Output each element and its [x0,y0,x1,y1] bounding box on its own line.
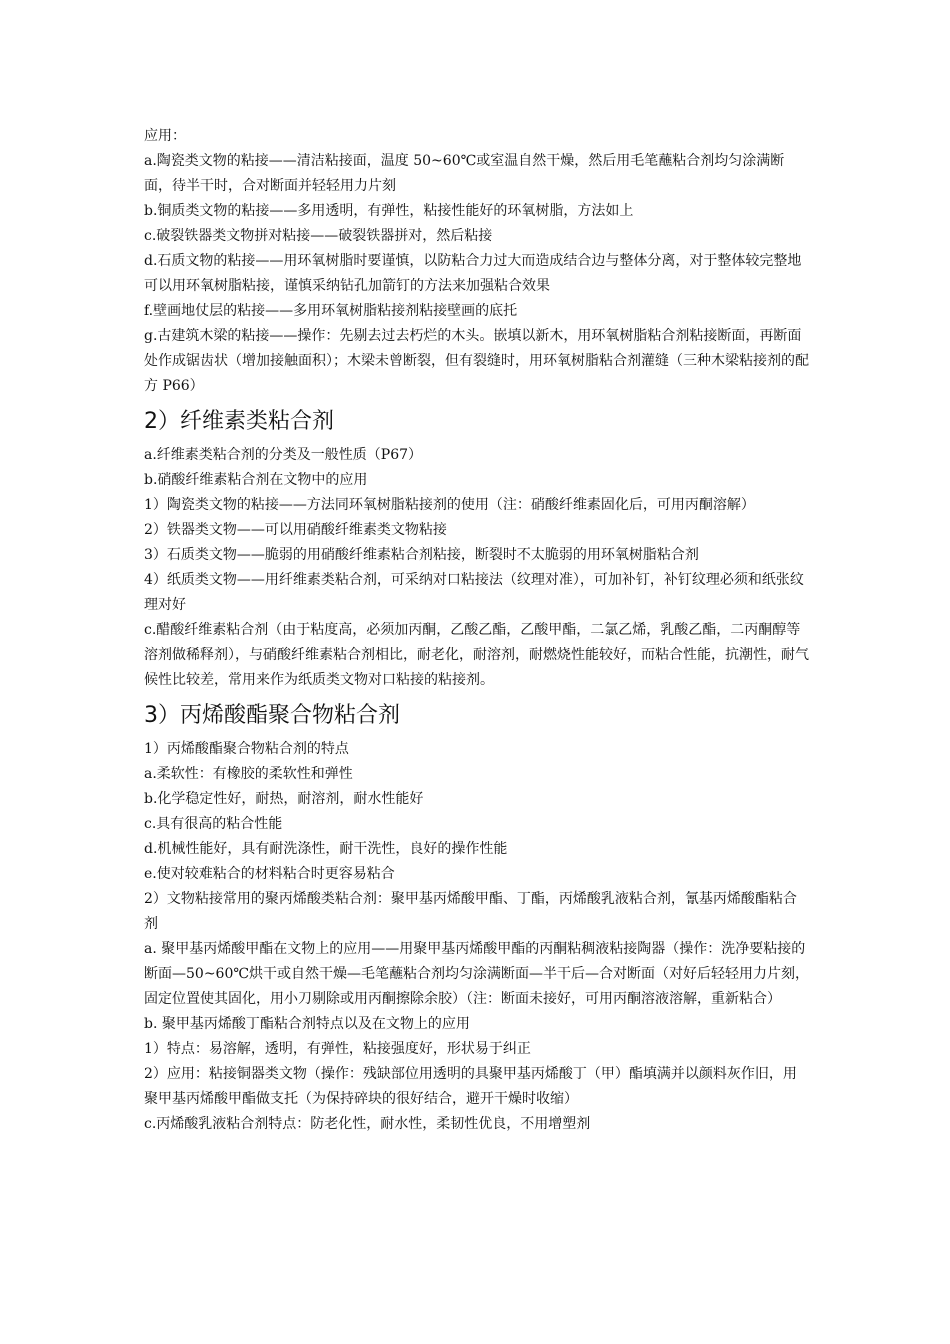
paragraph: 2）应用：粘接铜器类文物（操作：残缺部位用透明的具聚甲基丙烯酸丁（甲）酯填满并以颜料灰作旧，用聚甲基丙烯酸甲酯做支托（为保持碎块的很好结合，避开干燥时收缩） [144,1066,797,1107]
paragraph: a. 聚甲基丙烯酸甲酯在文物上的应用——用聚甲基丙烯酸甲酯的丙酮粘稠液粘接陶器（操作：洗净要粘接的断面—50~60℃烘干或自然干燥—毛笔蘸粘合剂均匀涂满断面—半干后—合对断面（对好后轻轻用力片刻，固定位置使其固化，用小刀剔除或用丙酮擦除余胶）（注：断面未接好，可用丙酮溶液溶解，重新粘合） [144,941,810,1007]
paragraph: b.化学稳定性好，耐热，耐溶剂，耐水性能好 [144,791,424,807]
paragraph: b.铜质类文物的粘接——多用透明，有弹性，粘接性能好的环氧树脂，方法如上 [144,203,634,219]
paragraph: 2）铁器类文物——可以用硝酸纤维素类文物粘接 [144,522,447,538]
section-heading-cellulose: 2）纤维素类粘合剂 [144,409,334,434]
paragraph: 1）丙烯酸酯聚合物粘合剂的特点 [144,741,349,757]
paragraph: d.石质文物的粘接——用环氧树脂时要谨慎，以防粘合力过大而造成结合边与整体分离，对于整体较完整地可以用环氧树脂粘接，谨慎采纳钻孔加箭钉的方法来加强粘合效果 [144,253,802,294]
paragraph: 1）陶瓷类文物的粘接——方法同环氧树脂粘接剂的使用（注：硝酸纤维素固化后，可用丙酮溶解） [144,497,755,513]
paragraph: c.丙烯酸乳液粘合剂特点：防老化性，耐水性，柔韧性优良，不用增塑剂 [144,1116,591,1132]
paragraph: 2）文物粘接常用的聚丙烯酸类粘合剂：聚甲基丙烯酸甲酯、丁酯，丙烯酸乳液粘合剂，氰基丙烯酸酯粘合剂 [144,891,797,932]
paragraph: c.醋酸纤维素粘合剂（由于粘度高，必须加丙酮，乙酸乙酯，乙酸甲酯，二氯乙烯，乳酸乙酯，二丙酮醇等溶剂做稀释剂），与硝酸纤维素粘合剂相比，耐老化，耐溶剂，耐燃烧性能较好，而粘合性能，抗潮性，耐气候性比较差，常用来作为纸质类文物对口粘接的粘接剂。 [144,622,809,688]
paragraph: f.壁画地仗层的粘接——多用环氧树脂粘接剂粘接壁画的底托 [144,303,518,319]
paragraph: g.古建筑木梁的粘接——操作：先剔去过去朽烂的木头。嵌填以新木，用环氧树脂粘合剂粘接断面，再断面处作成锯齿状（增加接触面积）；木梁未曾断裂，但有裂缝时，用环氧树脂粘合剂灌缝（三种木梁粘接剂的配方 P66） [144,328,809,394]
paragraph: 应用： [144,128,186,144]
paragraph: a.纤维素类粘合剂的分类及一般性质（P67） [144,447,423,463]
paragraph: a.柔软性：有橡胶的柔软性和弹性 [144,766,353,782]
document-page [144,124,810,1137]
paragraph: b.硝酸纤维素粘合剂在文物中的应用 [144,472,368,488]
paragraph: c.具有很高的粘合性能 [144,816,283,832]
paragraph: 1）特点：易溶解，透明，有弹性，粘接强度好，形状易于纠正 [144,1041,531,1057]
section-heading-acrylate: 3）丙烯酸酯聚合物粘合剂 [144,703,400,728]
paragraph: c.破裂铁器类文物拼对粘接——破裂铁器拼对，然后粘接 [144,228,493,244]
paragraph: b. 聚甲基丙烯酸丁酯粘合剂特点以及在文物上的应用 [144,1016,470,1032]
paragraph: e.使对较难粘合的材料粘合时更容易粘合 [144,866,395,882]
paragraph: a.陶瓷类文物的粘接——清洁粘接面，温度 50~60℃或室温自然干燥，然后用毛笔蘸粘合剂均匀涂满断面，待半干时，合对断面并轻轻用力片刻 [144,153,785,194]
paragraph: d.机械性能好，具有耐洗涤性，耐干洗性，良好的操作性能 [144,841,508,857]
paragraph: 4）纸质类文物——用纤维素类粘合剂，可采纳对口粘接法（纹理对准），可加补钉，补钉纹理必须和纸张纹理对好 [144,572,804,613]
paragraph: 3）石质类文物——脆弱的用硝酸纤维素粘合剂粘接，断裂时不太脆弱的用环氧树脂粘合剂 [144,547,699,563]
